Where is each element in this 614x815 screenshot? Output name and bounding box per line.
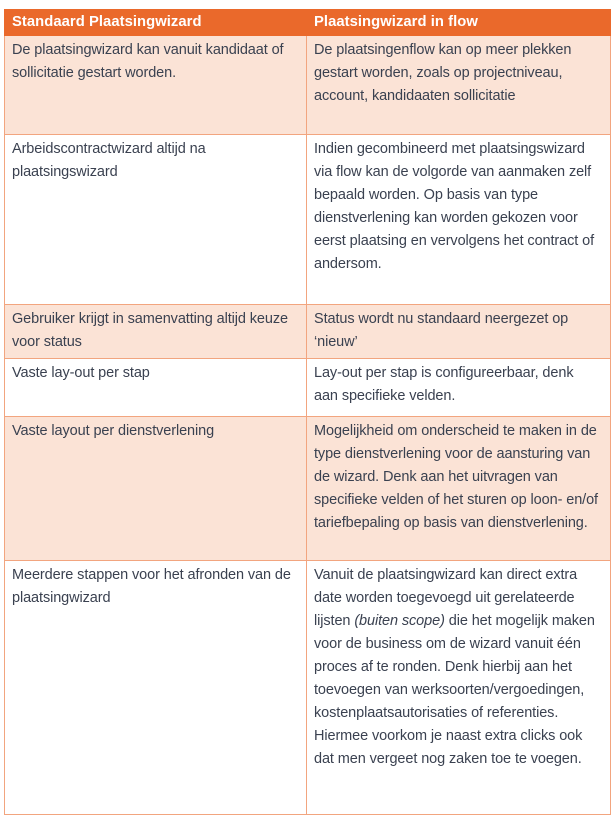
table-cell — [307, 36, 611, 135]
table-cell — [307, 305, 611, 359]
table-header-row — [5, 10, 611, 36]
table-cell — [5, 135, 307, 305]
cell-text: Meerdere stappen voor het afronden van de plaatsingwizard — [12, 567, 291, 606]
table-cell — [5, 305, 307, 359]
table-cell — [5, 36, 307, 135]
cell-text: die het mogelijk maken voor de business om de wizard vanuit één proces af te ronden. Denk hierbij aan het toevoegen van werksoorten/vergoedingen, kostenplaatsautorisaties of referenties. Hiermee voorkom je naast extra clicks ook dat men vergeet nog zaken toe te voegen. — [314, 613, 595, 767]
comparison-table — [4, 9, 611, 815]
table-row — [5, 135, 611, 305]
table-cell — [307, 417, 611, 561]
cell-text-italic: (buiten scope) — [354, 613, 445, 629]
table-row — [5, 417, 611, 561]
cell-text: De plaatsingenflow kan op meer plekken gestart worden, zoals op projectniveau, account, kandidaaten sollicitatie — [314, 42, 572, 104]
document-page — [4, 9, 610, 815]
table-cell — [307, 135, 611, 305]
table-row — [5, 305, 611, 359]
cell-text: Gebruiker krijgt in samenvatting altijd keuze voor status — [12, 311, 288, 350]
table-cell — [5, 417, 307, 561]
header-cell-standaard-plaatsingwizard: Standaard Plaatsingwizard — [5, 10, 307, 36]
cell-text: Mogelijkheid om onderscheid te maken in de type dienstverlening voor de aansturing van de wizard. Denk aan het uitvragen van specifieke velden of het sturen op loon- en/of tariefbepaling op basis van dienstverlening. — [314, 423, 598, 531]
table-row — [5, 359, 611, 417]
cell-text: Indien gecombineerd met plaatsingswizard via flow kan de volgorde van aanmaken zelf bepaald worden. Op basis van type dienstverlening kan worden gekozen voor eerst plaatsing en vervolgens het contract of andersom. — [314, 141, 595, 272]
table-row — [5, 561, 611, 815]
cell-text: Lay-out per stap is configureerbaar, denk aan specifieke velden. — [314, 365, 574, 404]
cell-text: Vanuit de plaatsingwizard kan direct extra date worden toegevoegd uit gerelateerde lijsten — [314, 567, 578, 629]
table-cell — [307, 359, 611, 417]
table-row — [5, 36, 611, 135]
table-cell — [307, 561, 611, 815]
table-cell — [5, 561, 307, 815]
table-cell — [5, 359, 307, 417]
cell-text: Arbeidscontractwizard altijd na plaatsingswizard — [12, 141, 206, 180]
header-cell-plaatsingwizard-in-flow: Plaatsingwizard in flow — [307, 10, 611, 36]
cell-text: Vaste lay-out per stap — [12, 365, 150, 381]
cell-text: De plaatsingwizard kan vanuit kandidaat of sollicitatie gestart worden. — [12, 42, 284, 81]
cell-text: Vaste layout per dienstverlening — [12, 423, 215, 439]
cell-text: Status wordt nu standaard neergezet op ‘nieuw’ — [314, 311, 569, 350]
table-body — [5, 36, 611, 815]
